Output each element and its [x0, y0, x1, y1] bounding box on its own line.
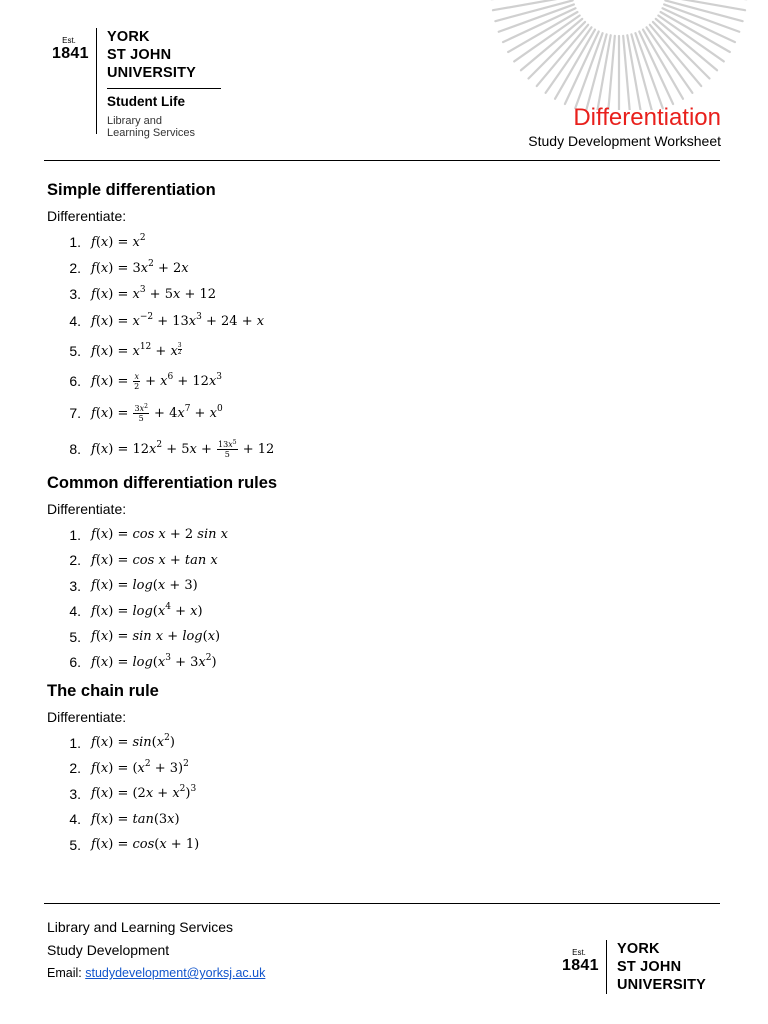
math-expression: $f(x) = (x^2 + 3)^2$	[91, 758, 189, 776]
item-number: 1.	[69, 526, 81, 543]
section-heading: The chain rule	[47, 682, 159, 700]
logo-divider	[96, 28, 97, 134]
list-item	[47, 522, 723, 548]
logo-text	[107, 28, 221, 139]
established-mark	[562, 948, 599, 975]
est-label: Est.	[572, 948, 586, 957]
math-expression: f(x) = log(x + 3)	[91, 578, 198, 594]
page-subtitle: Study Development Worksheet	[528, 133, 721, 149]
list-item	[47, 255, 723, 281]
email-label: Email:	[47, 966, 82, 980]
university-name-line: ST JOHN	[617, 959, 682, 975]
exercise-list	[47, 522, 723, 675]
item-number: 8.	[69, 441, 81, 457]
item-number: 4.	[69, 313, 81, 329]
math-expression: $f(x) = 12x^2 + 5x$ + $\frac{13x^5}{5}$ + 12	[91, 438, 275, 459]
exercise-list	[47, 730, 723, 858]
math-expression: f(x) = $\frac{3x^2}{5}$ + $4x^7 + x^0$	[91, 402, 223, 423]
est-year: 1841	[562, 957, 599, 974]
math-expression: f(x) = sin x + log(x)	[91, 629, 221, 645]
item-number: 1.	[69, 234, 81, 250]
footer-line: Study Development	[47, 942, 170, 958]
item-number: 6.	[69, 654, 81, 671]
page-title: Differentiation	[573, 104, 721, 131]
section-lead: Differentiate:	[47, 709, 127, 725]
footer-line: Library and Learning Services	[47, 919, 233, 935]
math-expression: $f(x) = x^2$	[91, 232, 146, 250]
item-number: 4.	[69, 811, 81, 828]
item-number: 7.	[69, 405, 81, 421]
math-expression: $f(x) = 3x^2 + 2x$	[91, 258, 189, 276]
list-item	[47, 367, 723, 395]
item-number: 2.	[69, 260, 81, 276]
header-rule	[44, 160, 720, 161]
math-expression: $f(x) = x^3 + 5x + 12$	[91, 284, 217, 302]
list-item	[47, 730, 723, 756]
item-number: 5.	[69, 343, 81, 359]
established-mark	[52, 36, 89, 63]
list-item	[47, 573, 723, 599]
math-expression: f(x) = tan(3x)	[91, 811, 180, 827]
math-expression: f(x) = cos x + 2 sin x	[91, 527, 228, 543]
item-number: 3.	[69, 286, 81, 302]
list-item	[47, 229, 723, 255]
list-item	[47, 281, 723, 307]
item-number: 3.	[69, 577, 81, 594]
math-expression: $f(x) = x^{12} + x$ $\frac{3}{2}$	[91, 342, 182, 359]
university-name-line: YORK	[617, 941, 660, 957]
item-number: 2.	[69, 552, 81, 569]
list-item	[47, 756, 723, 782]
est-year: 1841	[52, 45, 89, 62]
item-number: 1.	[69, 734, 81, 751]
email-link[interactable]: studydevelopment@yorksj.ac.uk	[85, 966, 266, 980]
math-expression: f(x) = cos(x + 1)	[91, 837, 200, 853]
math-expression: $f(x) = \log(x^3 + 3x^2)$	[91, 652, 217, 670]
footer	[47, 916, 265, 985]
list-item	[47, 650, 723, 676]
list-item	[47, 431, 723, 467]
item-number: 5.	[69, 836, 81, 853]
list-item	[47, 548, 723, 574]
list-item	[47, 624, 723, 650]
math-expression: $f(x) = (2x + x^2)^3$	[91, 784, 197, 802]
section-lead: Differentiate:	[47, 501, 127, 517]
item-number: 4.	[69, 603, 81, 620]
list-item	[47, 807, 723, 833]
list-item	[47, 599, 723, 625]
math-expression: f(x) = $\frac{x}{2}$ + $x^6 + 12x^3$	[91, 371, 223, 391]
list-item	[47, 307, 723, 335]
footer-rule	[44, 903, 720, 904]
logo-divider	[606, 940, 607, 994]
university-name-line: UNIVERSITY	[107, 65, 197, 81]
math-expression: $f(x) = \sin(x^2)$	[91, 733, 175, 751]
footer-email-line	[47, 962, 265, 985]
footer-university-logo	[562, 940, 706, 994]
item-number: 2.	[69, 760, 81, 777]
sunburst-graphic	[470, 0, 768, 110]
list-item	[47, 395, 723, 431]
university-name-line: UNIVERSITY	[617, 977, 707, 993]
department-name: Student Life	[107, 94, 185, 109]
logo-rule	[107, 88, 221, 89]
logo-text	[617, 940, 706, 994]
section-heading: Simple differentiation	[47, 181, 216, 199]
item-number: 3.	[69, 785, 81, 802]
item-number: 5.	[69, 628, 81, 645]
item-number: 6.	[69, 373, 81, 389]
exercise-list	[47, 229, 723, 467]
worksheet-content	[47, 178, 723, 858]
university-name-line: ST JOHN	[107, 47, 172, 63]
list-item	[47, 781, 723, 807]
department-sub-line: Library and	[107, 115, 163, 127]
math-expression: $f(x) = x^{-2} + 13x^3 + 24 + x$	[91, 311, 265, 329]
est-label: Est.	[62, 36, 76, 45]
math-expression: $f(x) = \log(x^4 + x)$	[91, 601, 203, 619]
section-heading: Common differentiation rules	[47, 474, 278, 492]
list-item	[47, 832, 723, 858]
list-item	[47, 335, 723, 367]
department-sub-line: Learning Services	[107, 127, 196, 139]
university-name-line: YORK	[107, 29, 150, 45]
university-logo	[52, 28, 221, 139]
section-lead: Differentiate:	[47, 208, 127, 224]
math-expression: f(x) = cos x + tan x	[91, 552, 218, 568]
